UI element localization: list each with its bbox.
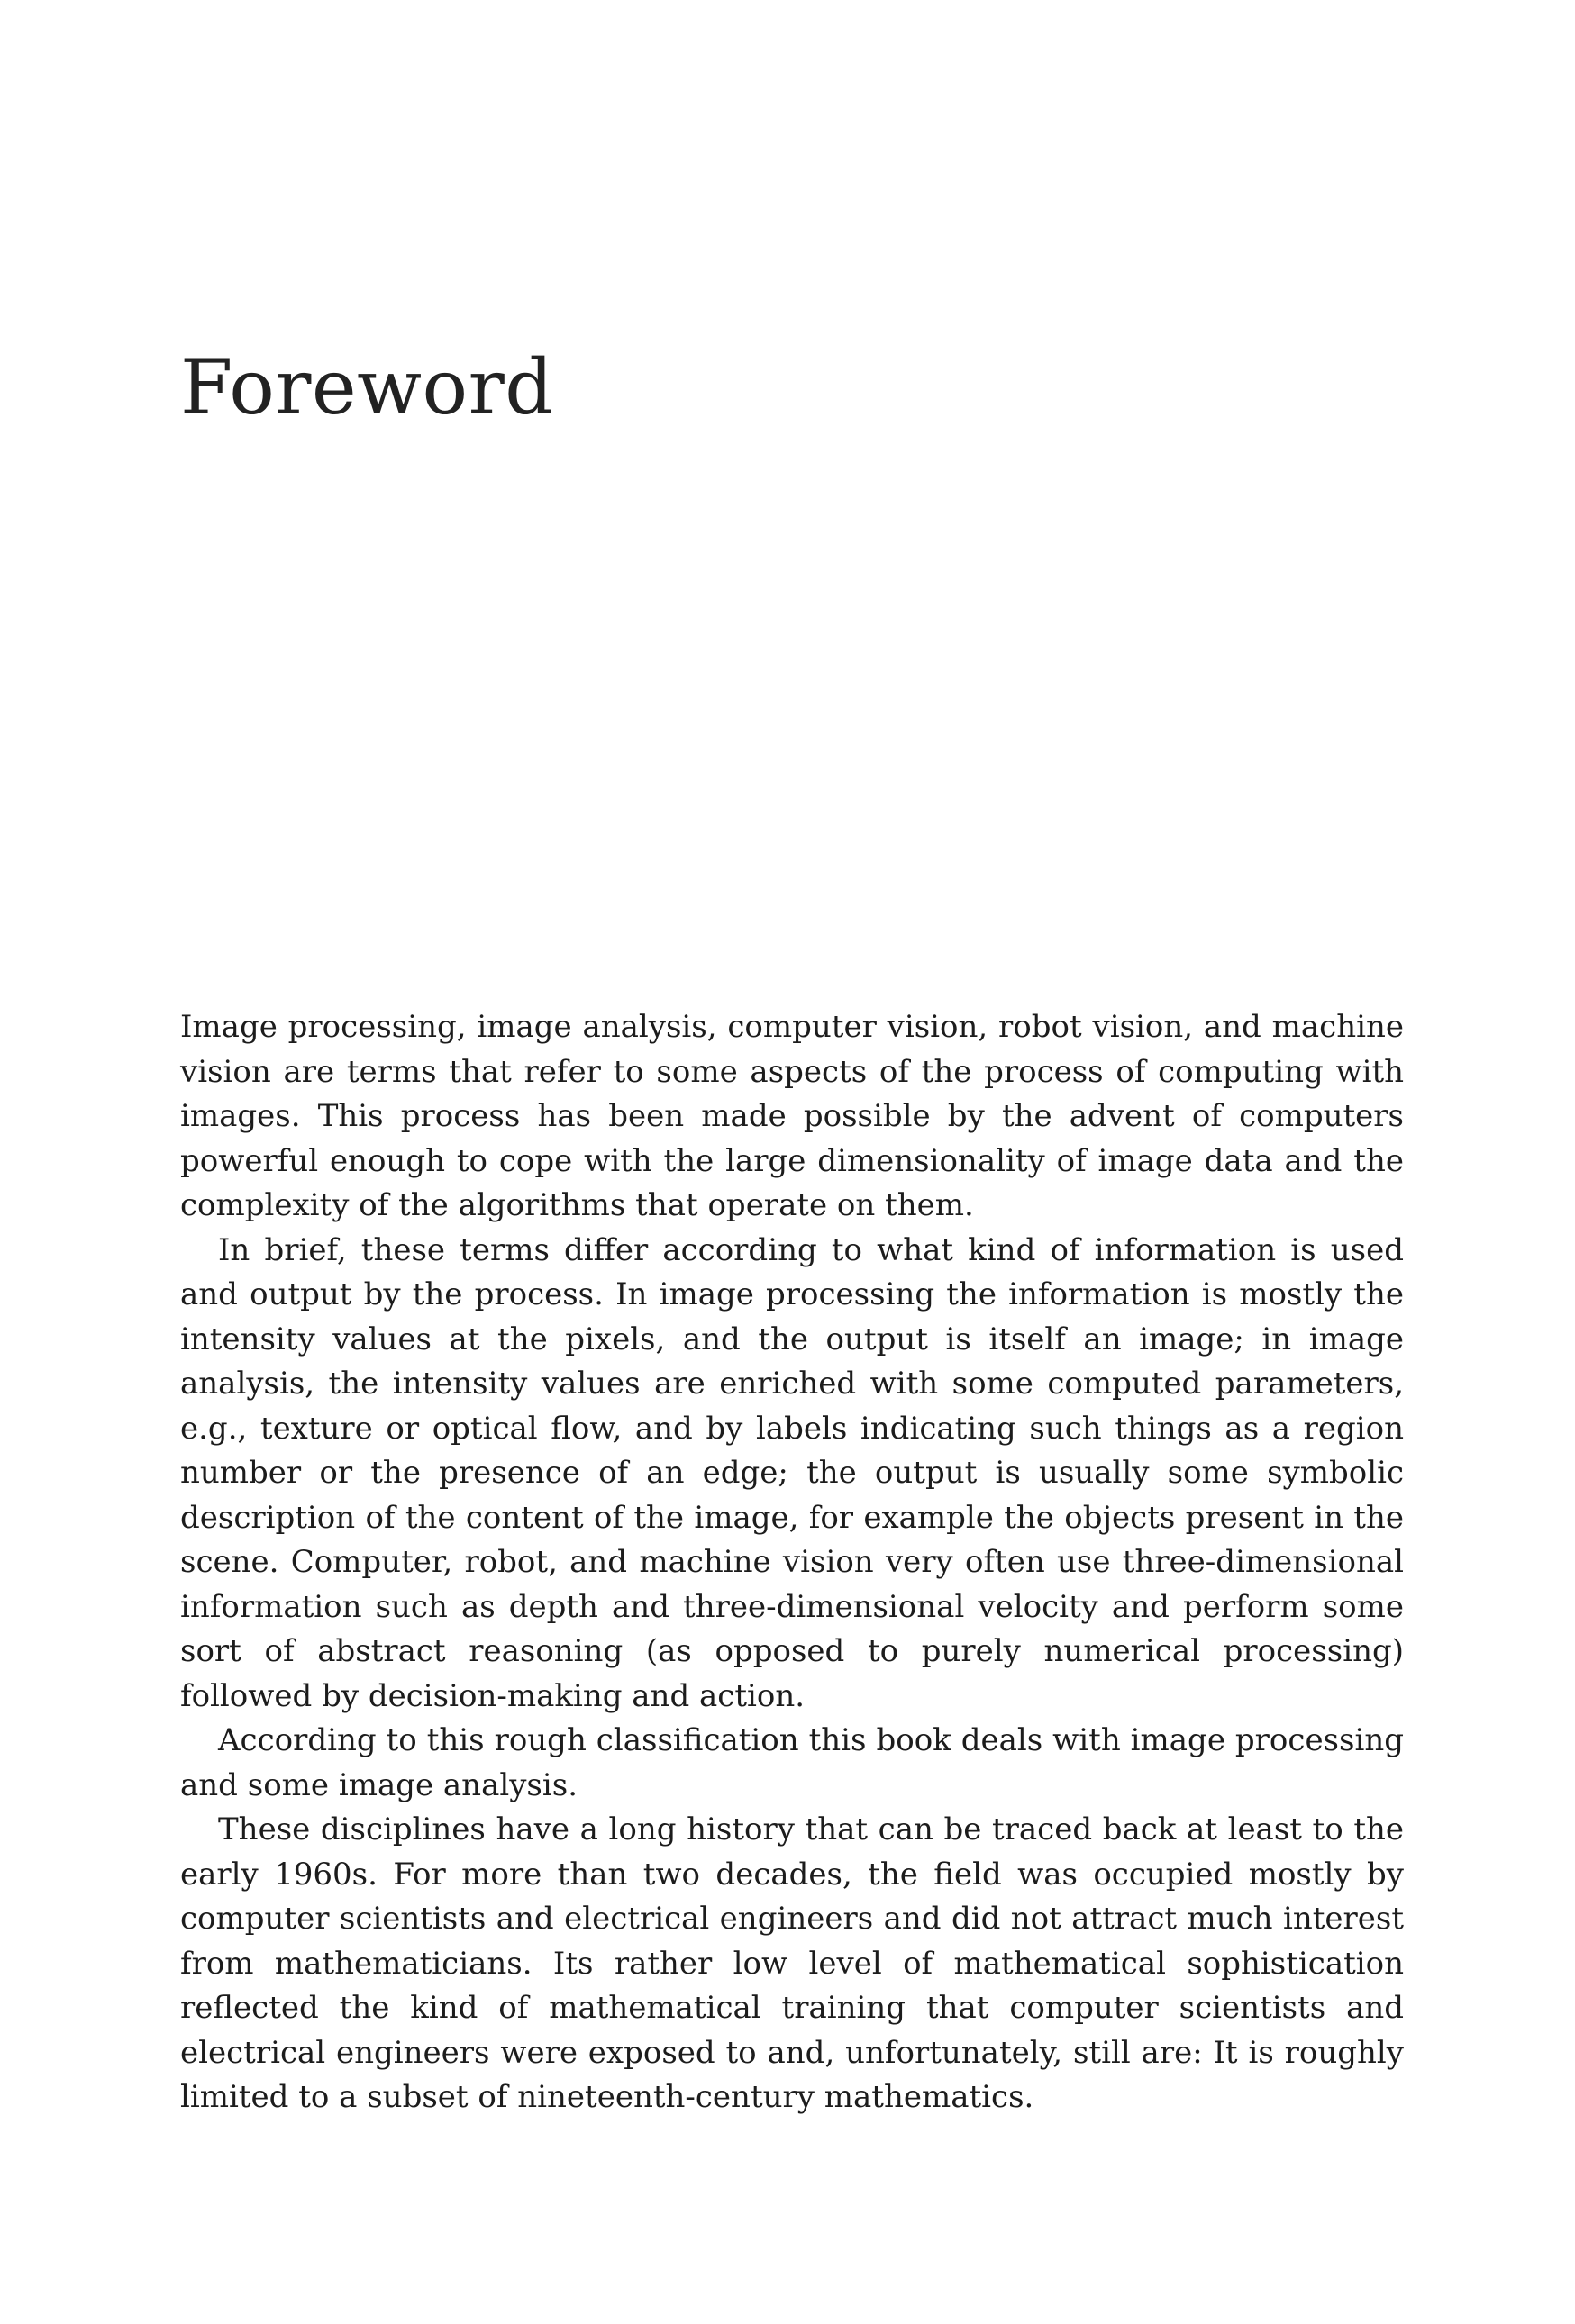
paragraph-2: In brief, these terms differ according to what kind of information is used and output by the process. In image processing the information is mostly the intensity values at the pixels, and the output is itself an image; in image analysis, the intensity values are enriched with some computed parameters, e.g., texture or optical flow, and by labels indicating such things as a region number or the presence of an edge; the output is usually some symbolic description of the content of the image, for example the objects present in the scene. Computer, robot, and machine vision very often use three-dimensional information such as depth and three-dimensional velocity and perform some sort of abstract reasoning (as opposed to purely numerical processing) followed by decision-making and action.	[180, 1231, 1404, 1714]
foreword-body	[180, 1005, 1404, 2120]
paragraph-3: According to this rough classification this book deals with image processing and some image analysis.	[180, 1722, 1404, 1803]
paragraph-1: Image processing, image analysis, computer vision, robot vision, and machine vision are terms that refer to some aspects of the process of computing with images. This process has been made possible by the advent of computers powerful enough to cope with the large dimensionality of image data and the complexity of the algorithms that operate on them.	[180, 1009, 1404, 1223]
chapter-title: Foreword	[180, 343, 554, 431]
paragraph-4: These disciplines have a long history that can be traced back at least to the early 1960s. For more than two decades, the field was occupied mostly by computer scientists and electrical engineers and did not attract much interest from mathematicians. Its rather low level of mathematical sophistication reflected the kind of mathematical training that computer scientists and electrical engineers were exposed to and, unfortunately, still are: It is roughly limited to a subset of nineteenth-century mathematics.	[180, 1811, 1404, 2115]
